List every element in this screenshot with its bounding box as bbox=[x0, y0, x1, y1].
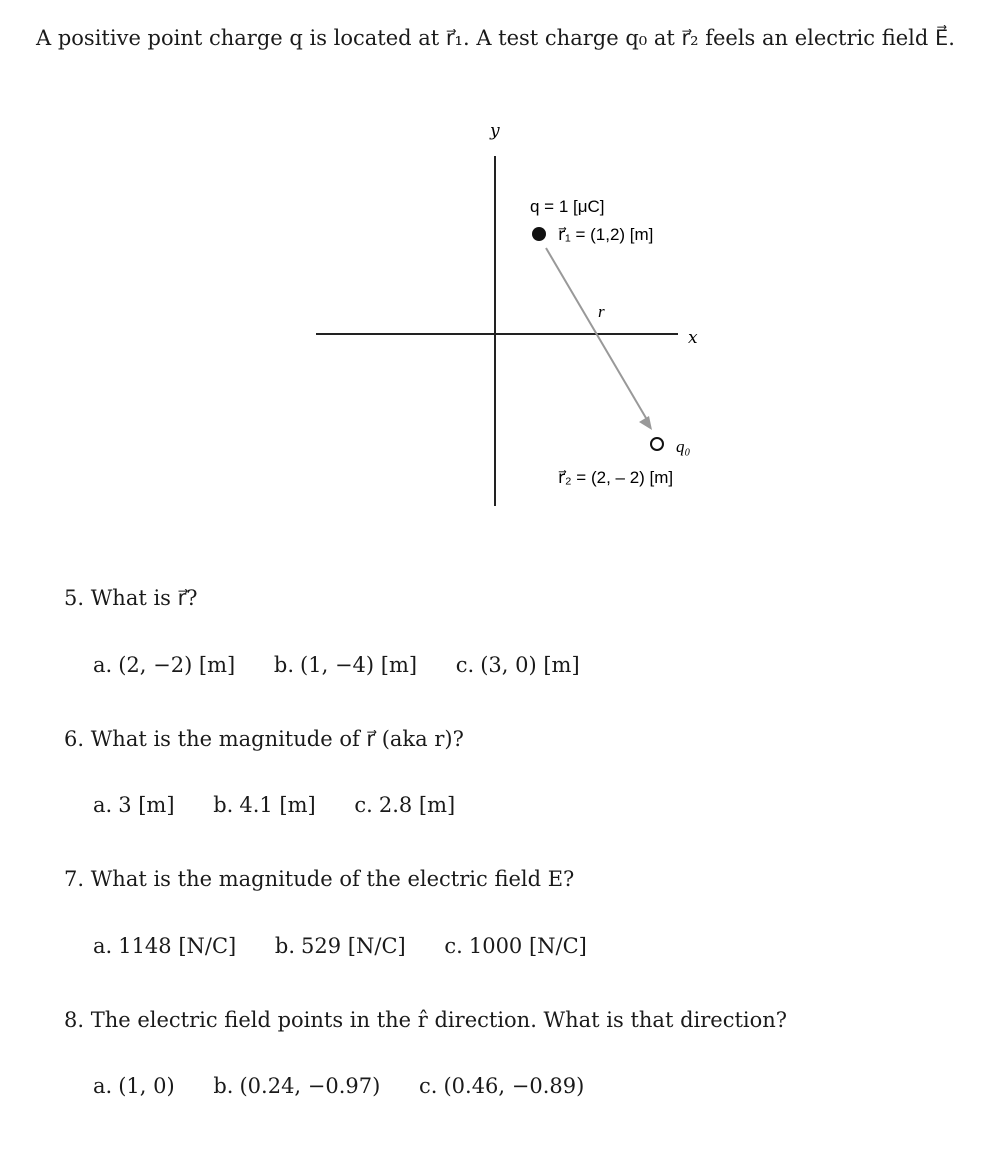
test-charge-label: q₀ bbox=[676, 437, 691, 456]
answers-8 bbox=[93, 1074, 616, 1098]
answer-option[interactable]: b. (0.24, −0.97) bbox=[213, 1074, 381, 1098]
r-vector-arrowhead bbox=[639, 416, 652, 430]
r1-label: r⃗₁ = (1,2) [m] bbox=[558, 225, 654, 244]
charge-diagram bbox=[300, 110, 720, 520]
answer-option[interactable]: a. (1, 0) bbox=[93, 1074, 175, 1098]
answers-5 bbox=[93, 653, 612, 677]
problem-intro: A positive point charge q is located at r⃗₁. A test charge q₀ at r⃗₂ feels an electric field E⃗. bbox=[36, 26, 955, 50]
question-8: 8. The electric field points in the r̂ direction. What is that direction? bbox=[64, 1008, 788, 1032]
answers-6 bbox=[93, 793, 487, 817]
y-axis-label: y bbox=[490, 121, 500, 141]
answer-option[interactable]: b. (1, −4) [m] bbox=[273, 653, 418, 677]
answer-option[interactable]: b. 4.1 [m] bbox=[213, 793, 316, 817]
question-5: 5. What is r⃗? bbox=[64, 586, 198, 610]
answer-option[interactable]: a. 3 [m] bbox=[93, 793, 175, 817]
answer-option[interactable]: c. 1000 [N/C] bbox=[444, 934, 587, 958]
source-charge-dot bbox=[532, 227, 546, 241]
r-vector-label: r⃗ bbox=[598, 302, 618, 321]
test-charge-circle bbox=[651, 438, 663, 450]
question-6: 6. What is the magnitude of r⃗ (aka r)? bbox=[64, 727, 464, 751]
answer-option[interactable]: c. (0.46, −0.89) bbox=[419, 1074, 585, 1098]
answer-option[interactable]: b. 529 [N/C] bbox=[274, 934, 406, 958]
answers-7 bbox=[93, 934, 619, 958]
r2-label: r⃗₂ = (2, – 2) [m] bbox=[558, 468, 674, 487]
question-7: 7. What is the magnitude of the electric field E? bbox=[64, 867, 575, 891]
x-axis-label: x bbox=[688, 328, 698, 348]
answer-option[interactable]: c. (3, 0) [m] bbox=[455, 653, 580, 677]
answer-option[interactable]: a. (2, −2) [m] bbox=[93, 653, 236, 677]
answer-option[interactable]: a. 1148 [N/C] bbox=[93, 934, 237, 958]
answer-option[interactable]: c. 2.8 [m] bbox=[354, 793, 456, 817]
charge-label: q = 1 [μC] bbox=[530, 197, 605, 216]
